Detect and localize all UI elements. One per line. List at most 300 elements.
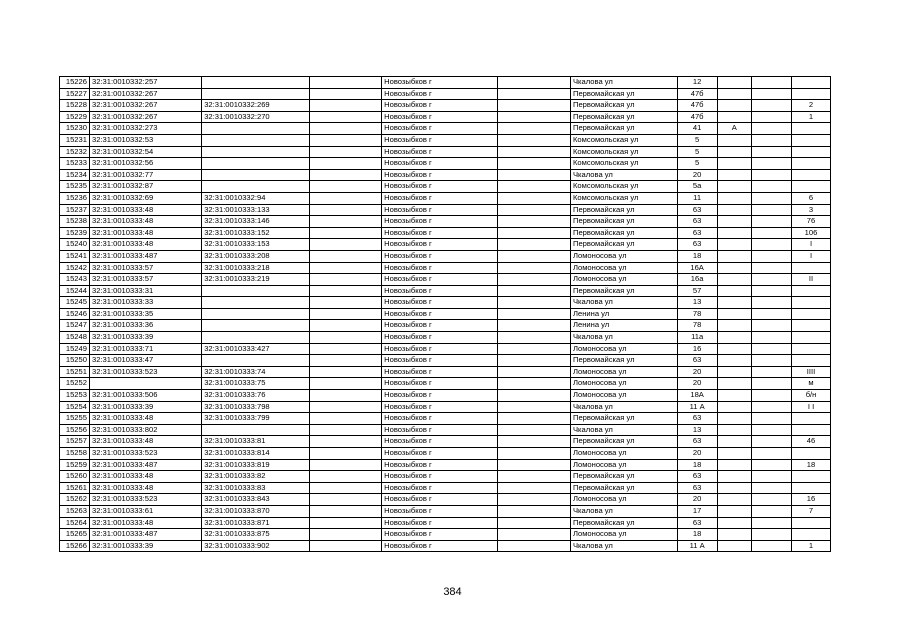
city-cell: Новозыбков г — [382, 100, 498, 112]
table-row — [60, 123, 831, 135]
letter-cell — [717, 355, 751, 367]
house-number-cell: 18А — [677, 390, 717, 402]
city-cell: Новозыбков г — [382, 111, 498, 123]
table-body — [60, 77, 831, 552]
empty-cell — [497, 285, 570, 297]
empty-cell — [309, 250, 381, 262]
sub-cadastral-number-cell: 32:31:0010333:208 — [202, 250, 310, 262]
empty-cell — [752, 413, 792, 425]
cadastral-number-cell: 32:31:0010332:77 — [89, 169, 201, 181]
empty-cell — [752, 343, 792, 355]
street-cell: Комсомольская ул — [570, 158, 677, 170]
empty-cell — [309, 413, 381, 425]
sub-cadastral-number-cell — [202, 146, 310, 158]
empty-cell — [752, 494, 792, 506]
city-cell: Новозыбков г — [382, 227, 498, 239]
table-row — [60, 134, 831, 146]
cadastral-number-cell: 32:31:0010332:56 — [89, 158, 201, 170]
cadastral-number-cell: 32:31:0010332:267 — [89, 111, 201, 123]
apartment-cell — [792, 343, 831, 355]
apartment-cell: 6 — [792, 192, 831, 204]
city-cell: Новозыбков г — [382, 332, 498, 344]
city-cell: Новозыбков г — [382, 529, 498, 541]
house-number-cell: 47б — [677, 100, 717, 112]
city-cell: Новозыбков г — [382, 262, 498, 274]
cadastral-number-cell: 32:31:0010333:39 — [89, 540, 201, 552]
street-cell: Комсомольская ул — [570, 134, 677, 146]
house-number-cell: 63 — [677, 204, 717, 216]
letter-cell — [717, 413, 751, 425]
empty-cell — [752, 169, 792, 181]
empty-cell — [497, 401, 570, 413]
table-row — [60, 239, 831, 251]
apartment-cell: 76 — [792, 216, 831, 228]
cadastral-number-cell: 32:31:0010333:61 — [89, 505, 201, 517]
empty-cell — [497, 517, 570, 529]
house-number-cell: 63 — [677, 482, 717, 494]
house-number-cell: 41 — [677, 123, 717, 135]
street-cell: Первомайская ул — [570, 216, 677, 228]
house-number-cell: 20 — [677, 448, 717, 460]
letter-cell — [717, 448, 751, 460]
row-id-cell: 15244 — [60, 285, 90, 297]
row-id-cell: 15249 — [60, 343, 90, 355]
sub-cadastral-number-cell: 32:31:0010333:75 — [202, 378, 310, 390]
row-id-cell: 15246 — [60, 308, 90, 320]
house-number-cell: 16а — [677, 274, 717, 286]
letter-cell — [717, 100, 751, 112]
table-row — [60, 424, 831, 436]
empty-cell — [752, 366, 792, 378]
apartment-cell: 1 — [792, 540, 831, 552]
house-number-cell: 20 — [677, 494, 717, 506]
apartment-cell: 18 — [792, 459, 831, 471]
cadastral-number-cell: 32:31:0010332:54 — [89, 146, 201, 158]
row-id-cell: 15237 — [60, 204, 90, 216]
street-cell: Первомайская ул — [570, 204, 677, 216]
row-id-cell: 15250 — [60, 355, 90, 367]
row-id-cell: 15264 — [60, 517, 90, 529]
sub-cadastral-number-cell — [202, 181, 310, 193]
table-row — [60, 320, 831, 332]
letter-cell — [717, 158, 751, 170]
empty-cell — [497, 158, 570, 170]
empty-cell — [752, 146, 792, 158]
row-id-cell: 15256 — [60, 424, 90, 436]
cadastral-number-cell: 32:31:0010333:48 — [89, 482, 201, 494]
cadastral-number-cell: 32:31:0010333:48 — [89, 216, 201, 228]
cadastral-number-cell: 32:31:0010332:273 — [89, 123, 201, 135]
table-row — [60, 529, 831, 541]
empty-cell — [309, 448, 381, 460]
sub-cadastral-number-cell — [202, 320, 310, 332]
empty-cell — [752, 192, 792, 204]
empty-cell — [752, 250, 792, 262]
row-id-cell: 15236 — [60, 192, 90, 204]
city-cell: Новозыбков г — [382, 308, 498, 320]
cadastral-number-cell: 32:31:0010333:33 — [89, 297, 201, 309]
empty-cell — [309, 192, 381, 204]
letter-cell — [717, 250, 751, 262]
empty-cell — [309, 262, 381, 274]
cadastral-number-cell: 32:31:0010333:48 — [89, 204, 201, 216]
empty-cell — [309, 227, 381, 239]
empty-cell — [497, 308, 570, 320]
table-row — [60, 192, 831, 204]
house-number-cell: 18 — [677, 529, 717, 541]
row-id-cell: 15230 — [60, 123, 90, 135]
sub-cadastral-number-cell — [202, 424, 310, 436]
empty-cell — [309, 320, 381, 332]
empty-cell — [752, 262, 792, 274]
empty-cell — [309, 77, 381, 89]
empty-cell — [752, 308, 792, 320]
cadastral-number-cell — [89, 378, 201, 390]
sub-cadastral-number-cell: 32:31:0010333:843 — [202, 494, 310, 506]
house-number-cell: 63 — [677, 471, 717, 483]
table-row — [60, 436, 831, 448]
row-id-cell: 15263 — [60, 505, 90, 517]
cadastral-number-cell: 32:31:0010333:57 — [89, 262, 201, 274]
cadastral-number-cell: 32:31:0010333:47 — [89, 355, 201, 367]
row-id-cell: 15235 — [60, 181, 90, 193]
street-cell: Первомайская ул — [570, 100, 677, 112]
empty-cell — [752, 436, 792, 448]
letter-cell — [717, 308, 751, 320]
apartment-cell — [792, 262, 831, 274]
sub-cadastral-number-cell — [202, 355, 310, 367]
city-cell: Новозыбков г — [382, 355, 498, 367]
row-id-cell: 15226 — [60, 77, 90, 89]
house-number-cell: 78 — [677, 308, 717, 320]
row-id-cell: 15229 — [60, 111, 90, 123]
empty-cell — [752, 274, 792, 286]
table-row — [60, 169, 831, 181]
empty-cell — [309, 181, 381, 193]
apartment-cell — [792, 285, 831, 297]
house-number-cell: 63 — [677, 413, 717, 425]
table-row — [60, 100, 831, 112]
letter-cell — [717, 366, 751, 378]
row-id-cell: 15261 — [60, 482, 90, 494]
row-id-cell: 15252 — [60, 378, 90, 390]
city-cell: Новозыбков г — [382, 448, 498, 460]
empty-cell — [497, 227, 570, 239]
city-cell: Новозыбков г — [382, 413, 498, 425]
empty-cell — [752, 239, 792, 251]
table-row — [60, 111, 831, 123]
house-number-cell: 5а — [677, 181, 717, 193]
apartment-cell — [792, 471, 831, 483]
letter-cell — [717, 297, 751, 309]
empty-cell — [309, 216, 381, 228]
empty-cell — [309, 332, 381, 344]
empty-cell — [752, 181, 792, 193]
city-cell: Новозыбков г — [382, 436, 498, 448]
city-cell: Новозыбков г — [382, 320, 498, 332]
street-cell: Ломоносова ул — [570, 250, 677, 262]
house-number-cell: 13 — [677, 297, 717, 309]
empty-cell — [752, 77, 792, 89]
street-cell: Чкалова ул — [570, 297, 677, 309]
street-cell: Чкалова ул — [570, 77, 677, 89]
cadastral-number-cell: 32:31:0010332:87 — [89, 181, 201, 193]
sub-cadastral-number-cell: 32:31:0010333:798 — [202, 401, 310, 413]
sub-cadastral-number-cell: 32:31:0010333:875 — [202, 529, 310, 541]
house-number-cell: 63 — [677, 355, 717, 367]
city-cell: Новозыбков г — [382, 482, 498, 494]
city-cell: Новозыбков г — [382, 274, 498, 286]
apartment-cell: 7 — [792, 505, 831, 517]
city-cell: Новозыбков г — [382, 216, 498, 228]
city-cell: Новозыбков г — [382, 366, 498, 378]
table-row — [60, 413, 831, 425]
empty-cell — [309, 505, 381, 517]
sub-cadastral-number-cell — [202, 134, 310, 146]
empty-cell — [497, 100, 570, 112]
house-number-cell: 63 — [677, 227, 717, 239]
row-id-cell: 15248 — [60, 332, 90, 344]
street-cell: Первомайская ул — [570, 285, 677, 297]
empty-cell — [309, 100, 381, 112]
street-cell: Ленина ул — [570, 320, 677, 332]
empty-cell — [497, 355, 570, 367]
table-row — [60, 540, 831, 552]
apartment-cell: м — [792, 378, 831, 390]
sub-cadastral-number-cell: 32:31:0010333:74 — [202, 366, 310, 378]
letter-cell — [717, 343, 751, 355]
table-row — [60, 285, 831, 297]
street-cell: Комсомольская ул — [570, 181, 677, 193]
empty-cell — [752, 355, 792, 367]
apartment-cell — [792, 355, 831, 367]
cadastral-number-cell: 32:31:0010333:523 — [89, 448, 201, 460]
table-row — [60, 366, 831, 378]
apartment-cell — [792, 308, 831, 320]
street-cell: Первомайская ул — [570, 517, 677, 529]
street-cell: Ломоносова ул — [570, 366, 677, 378]
letter-cell — [717, 134, 751, 146]
empty-cell — [497, 88, 570, 100]
city-cell: Новозыбков г — [382, 540, 498, 552]
empty-cell — [309, 459, 381, 471]
empty-cell — [497, 181, 570, 193]
sub-cadastral-number-cell — [202, 77, 310, 89]
apartment-cell — [792, 448, 831, 460]
sub-cadastral-number-cell: 32:31:0010333:83 — [202, 482, 310, 494]
row-id-cell: 15233 — [60, 158, 90, 170]
empty-cell — [752, 216, 792, 228]
city-cell: Новозыбков г — [382, 192, 498, 204]
street-cell: Чкалова ул — [570, 332, 677, 344]
row-id-cell: 15260 — [60, 471, 90, 483]
empty-cell — [752, 332, 792, 344]
table-row — [60, 146, 831, 158]
cadastral-number-cell: 32:31:0010332:53 — [89, 134, 201, 146]
empty-cell — [497, 378, 570, 390]
empty-cell — [752, 227, 792, 239]
table-row — [60, 355, 831, 367]
sub-cadastral-number-cell: 32:31:0010332:270 — [202, 111, 310, 123]
cadastral-number-cell: 32:31:0010333:487 — [89, 529, 201, 541]
letter-cell — [717, 540, 751, 552]
row-id-cell: 15247 — [60, 320, 90, 332]
empty-cell — [497, 297, 570, 309]
apartment-cell — [792, 297, 831, 309]
empty-cell — [497, 540, 570, 552]
sub-cadastral-number-cell — [202, 123, 310, 135]
city-cell: Новозыбков г — [382, 169, 498, 181]
house-number-cell: 5 — [677, 158, 717, 170]
sub-cadastral-number-cell: 32:31:0010333:153 — [202, 239, 310, 251]
letter-cell — [717, 239, 751, 251]
empty-cell — [752, 471, 792, 483]
empty-cell — [752, 204, 792, 216]
empty-cell — [752, 482, 792, 494]
house-number-cell: 18 — [677, 459, 717, 471]
letter-cell — [717, 169, 751, 181]
letter-cell — [717, 77, 751, 89]
cadastral-number-cell: 32:31:0010332:267 — [89, 88, 201, 100]
cadastral-number-cell: 32:31:0010333:48 — [89, 471, 201, 483]
letter-cell — [717, 285, 751, 297]
row-id-cell: 15259 — [60, 459, 90, 471]
empty-cell — [497, 77, 570, 89]
house-number-cell: 16 — [677, 343, 717, 355]
empty-cell — [497, 204, 570, 216]
city-cell: Новозыбков г — [382, 134, 498, 146]
empty-cell — [752, 540, 792, 552]
empty-cell — [752, 378, 792, 390]
street-cell: Ломоносова ул — [570, 378, 677, 390]
apartment-cell: 16 — [792, 494, 831, 506]
apartment-cell — [792, 77, 831, 89]
row-id-cell: 15245 — [60, 297, 90, 309]
table-row — [60, 505, 831, 517]
row-id-cell: 15262 — [60, 494, 90, 506]
empty-cell — [309, 529, 381, 541]
empty-cell — [752, 390, 792, 402]
street-cell: Комсомольская ул — [570, 146, 677, 158]
row-id-cell: 15228 — [60, 100, 90, 112]
letter-cell — [717, 192, 751, 204]
house-number-cell: 63 — [677, 517, 717, 529]
cadastral-number-cell: 32:31:0010333:48 — [89, 239, 201, 251]
house-number-cell: 5 — [677, 146, 717, 158]
empty-cell — [309, 401, 381, 413]
table-row — [60, 250, 831, 262]
empty-cell — [497, 146, 570, 158]
apartment-cell — [792, 424, 831, 436]
empty-cell — [309, 390, 381, 402]
empty-cell — [752, 111, 792, 123]
empty-cell — [752, 505, 792, 517]
letter-cell — [717, 459, 751, 471]
cadastral-number-cell: 32:31:0010333:36 — [89, 320, 201, 332]
sub-cadastral-number-cell: 32:31:0010332:94 — [202, 192, 310, 204]
house-number-cell: 78 — [677, 320, 717, 332]
letter-cell — [717, 505, 751, 517]
table-row — [60, 204, 831, 216]
table-row — [60, 471, 831, 483]
letter-cell — [717, 111, 751, 123]
apartment-cell — [792, 517, 831, 529]
apartment-cell — [792, 181, 831, 193]
house-number-cell: 20 — [677, 378, 717, 390]
empty-cell — [497, 436, 570, 448]
street-cell: Первомайская ул — [570, 436, 677, 448]
city-cell: Новозыбков г — [382, 123, 498, 135]
row-id-cell: 15251 — [60, 366, 90, 378]
empty-cell — [752, 529, 792, 541]
apartment-cell — [792, 134, 831, 146]
apartment-cell — [792, 158, 831, 170]
row-id-cell: 15227 — [60, 88, 90, 100]
letter-cell — [717, 204, 751, 216]
cadastral-number-cell: 32:31:0010332:69 — [89, 192, 201, 204]
city-cell: Новозыбков г — [382, 424, 498, 436]
empty-cell — [309, 540, 381, 552]
empty-cell — [309, 378, 381, 390]
row-id-cell: 15242 — [60, 262, 90, 274]
table-row — [60, 88, 831, 100]
empty-cell — [309, 134, 381, 146]
empty-cell — [497, 494, 570, 506]
empty-cell — [752, 448, 792, 460]
city-cell: Новозыбков г — [382, 158, 498, 170]
street-cell: Ломоносова ул — [570, 262, 677, 274]
empty-cell — [309, 343, 381, 355]
letter-cell — [717, 332, 751, 344]
sub-cadastral-number-cell: 32:31:0010333:219 — [202, 274, 310, 286]
cadastral-number-cell: 32:31:0010333:523 — [89, 494, 201, 506]
row-id-cell: 15257 — [60, 436, 90, 448]
street-cell: Первомайская ул — [570, 471, 677, 483]
street-cell: Ломоносова ул — [570, 529, 677, 541]
empty-cell — [497, 459, 570, 471]
sub-cadastral-number-cell: 32:31:0010333:427 — [202, 343, 310, 355]
street-cell: Ломоносова ул — [570, 494, 677, 506]
sub-cadastral-number-cell — [202, 158, 310, 170]
city-cell: Новозыбков г — [382, 494, 498, 506]
empty-cell — [752, 158, 792, 170]
table-row — [60, 158, 831, 170]
row-id-cell: 15240 — [60, 239, 90, 251]
house-number-cell: 16А — [677, 262, 717, 274]
house-number-cell: 47б — [677, 111, 717, 123]
house-number-cell: 17 — [677, 505, 717, 517]
street-cell: Первомайская ул — [570, 111, 677, 123]
letter-cell — [717, 274, 751, 286]
cadastral-number-cell: 32:31:0010333:71 — [89, 343, 201, 355]
empty-cell — [497, 274, 570, 286]
apartment-cell: 106 — [792, 227, 831, 239]
cadastral-number-cell: 32:31:0010333:48 — [89, 436, 201, 448]
sub-cadastral-number-cell: 32:31:0010333:76 — [202, 390, 310, 402]
house-number-cell: 63 — [677, 436, 717, 448]
sub-cadastral-number-cell: 32:31:0010333:133 — [202, 204, 310, 216]
empty-cell — [497, 239, 570, 251]
table-row — [60, 274, 831, 286]
empty-cell — [497, 448, 570, 460]
street-cell: Чкалова ул — [570, 401, 677, 413]
letter-cell — [717, 390, 751, 402]
cadastral-table — [59, 76, 831, 552]
house-number-cell: 18 — [677, 250, 717, 262]
apartment-cell: 1 — [792, 111, 831, 123]
empty-cell — [752, 285, 792, 297]
empty-cell — [497, 413, 570, 425]
